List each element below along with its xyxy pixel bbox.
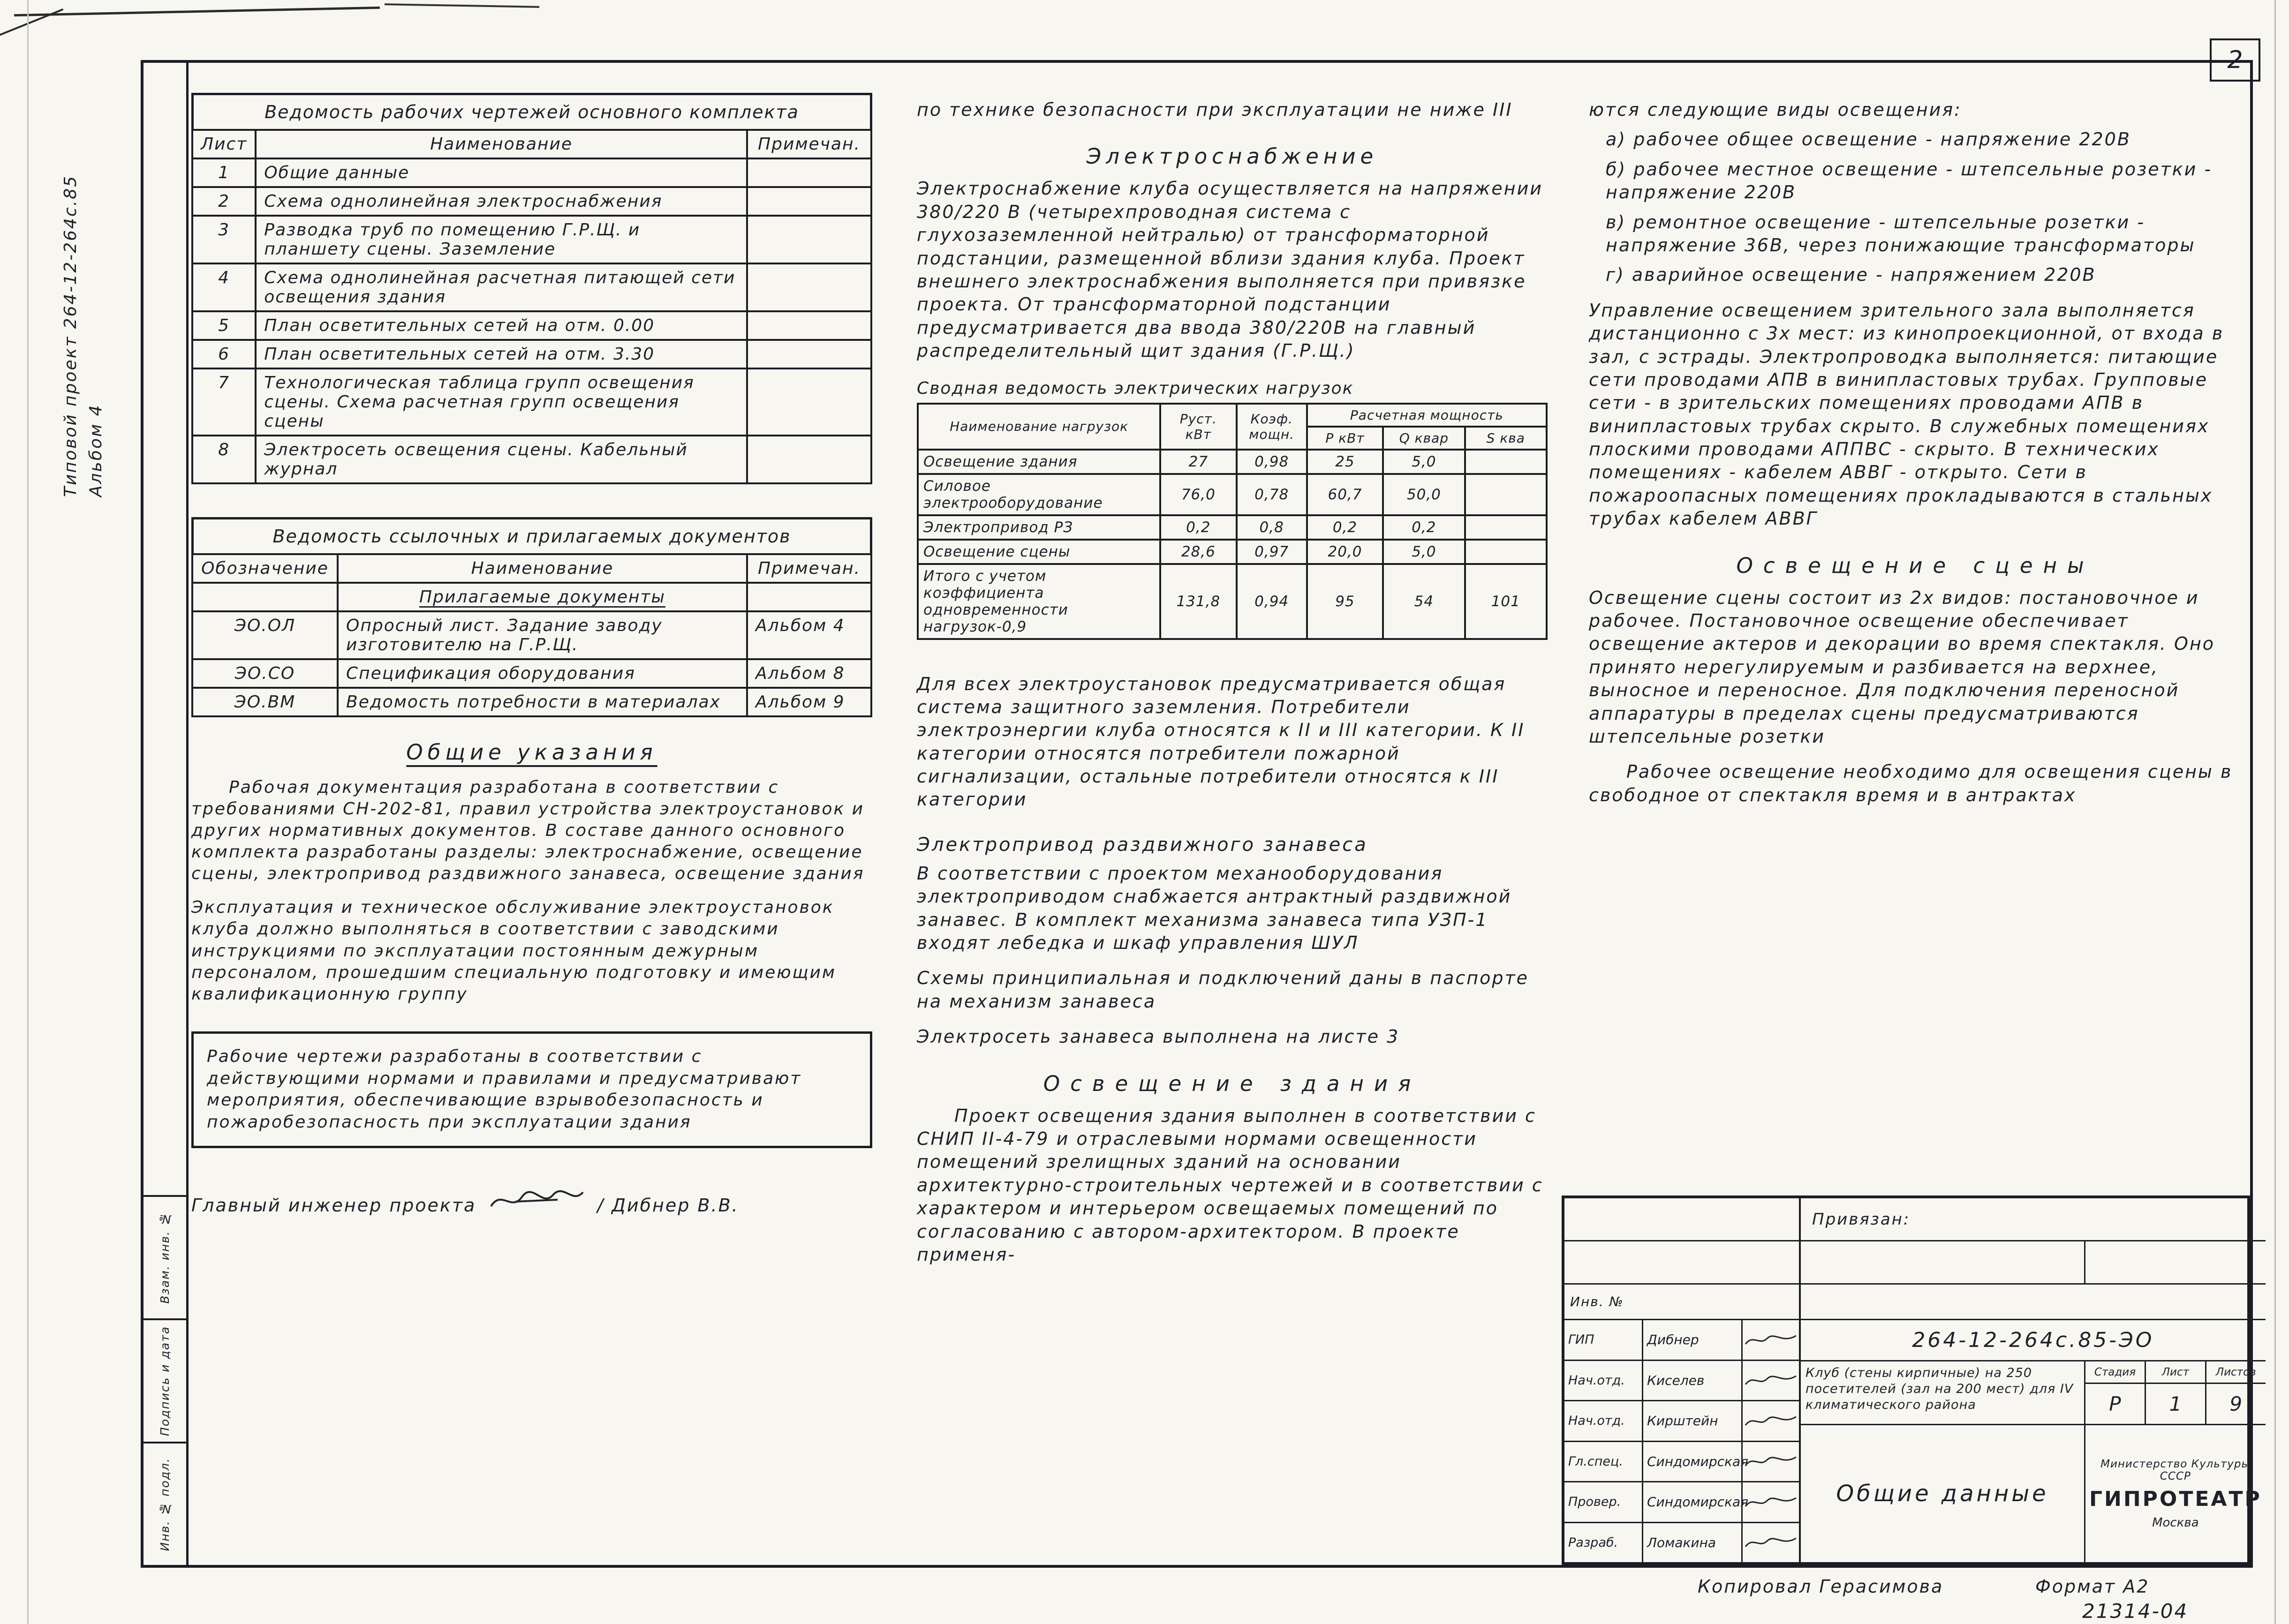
loads-cell-name: Электропривод РЗ — [918, 515, 1160, 540]
loads-cell-power-factor: 0,78 — [1237, 474, 1307, 515]
scan-tear-line — [0, 8, 63, 37]
signature-name: Дибнер — [1643, 1320, 1743, 1360]
table-row — [192, 158, 871, 187]
loads-cell-name: Освещение сцены — [918, 540, 1160, 564]
object-description: Клуб (стены кирпичные) на 250 посетителей (зал на 200 мест) для IV климатического района — [1801, 1361, 2085, 1424]
references-cell-name: Спецификация оборудования — [338, 659, 747, 688]
register-col-name: Наименование — [256, 130, 747, 158]
loads-cell-q: 54 — [1383, 564, 1465, 639]
loads-cell-q: 5,0 — [1383, 540, 1465, 564]
references-cell-note: Альбом 4 — [747, 611, 871, 659]
title-block-empty-row — [1801, 1241, 2266, 1285]
loads-table-title: Сводная ведомость электрических нагрузок — [917, 378, 1354, 398]
title-block — [1562, 1195, 2262, 1565]
loads-cell-power-factor: 0,97 — [1237, 540, 1307, 564]
references-subheader-row — [192, 583, 871, 611]
register-col-sheet: Лист — [192, 130, 256, 158]
signature-row — [1564, 1401, 1799, 1442]
loads-cell-name: Силовое электрооборудование — [918, 474, 1160, 515]
left-margin-strip — [144, 63, 189, 1565]
register-cell-note — [747, 216, 871, 263]
stage-lighting-paragraph-1: Освещение сцены состоит из 2х видов: постановочное и рабочее. Постановочное освещение обеспечивает освещение актеров и декорации во время спектакля. Оно принято нерегулируемым и разбивается на верхнее, выносное и переносное. Для подключения переносной аппаратуры в пределах сцены предусматриваются штепсельные розетки — [1589, 587, 2215, 747]
table-row — [192, 216, 871, 263]
table-row — [918, 450, 1547, 474]
loads-cell-p: 20,0 — [1307, 540, 1383, 564]
grounding-paragraph: Для всех электроустановок предусматривается общая система защитного заземления. Потребители электроэнергии клуба относятся к II и III категории. К II категории относятся потребители пожарной сигнализации, остальные потребители относятся к III категории — [917, 673, 1525, 810]
power-supply-heading: Электроснабжение — [1086, 144, 1378, 169]
side-title-line2: Альбом 4 — [86, 404, 106, 497]
signature-name: Синдомирская — [1643, 1442, 1743, 1481]
signature-rows — [1564, 1320, 1799, 1562]
register-cell-name: Технологическая таблица групп освещения сцены. Схема расчетная групп освещения сцены — [256, 368, 747, 436]
table-row — [192, 187, 871, 216]
signature-name: Ломакина — [1643, 1523, 1743, 1563]
loads-cell-q: 0,2 — [1383, 515, 1465, 540]
scan-tear-line — [385, 3, 539, 8]
margin-label: Инв. № подл. — [158, 1457, 172, 1551]
loads-cell-q: 5,0 — [1383, 450, 1465, 474]
references-cell-name: Ведомость потребности в материалах — [338, 688, 747, 716]
table-row — [192, 611, 871, 659]
signature-role: Нач.отд. — [1564, 1361, 1643, 1400]
register-cell-note — [747, 158, 871, 187]
signature-name: Киселев — [1643, 1361, 1743, 1400]
margin-cell-podpis — [144, 1318, 186, 1442]
loads-cell-installed: 131,8 — [1160, 564, 1236, 639]
general-notes-paragraph-1: Рабочая документация разработана в соответствии с требованиями СН-202-81, правил устройства электроустановок и других нормативных документов. В составе данного основного комплекта разработаны разделы: электроснабжение, освещение сцены, электропривод раздвижного занавеса, освещение здания — [191, 778, 865, 884]
loads-col-installed: Руст. кВт — [1160, 404, 1236, 450]
loads-cell-installed: 0,2 — [1160, 515, 1236, 540]
title-block-empty-cell — [1801, 1241, 2085, 1283]
loads-cell-power-factor: 0,98 — [1237, 450, 1307, 474]
loads-cell-s — [1465, 540, 1547, 564]
references-col-code: Обозначение — [192, 554, 338, 583]
loads-cell-s — [1465, 474, 1547, 515]
curtain-paragraph-1: В соответствии с проектом механооборудования электроприводом снабжается антрактный раздвижной занавес. В комплект механизма занавеса типа УЗП-1 входят лебедка и шкаф управления ШУЛ — [917, 863, 1512, 954]
building-lighting-paragraph: Проект освещения здания выполнен в соответствии с СНИП II-4-79 и отраслевыми нормами освещенности помещений зрелищных зданий на основании архитектурно-строительных чертежей и в соответствии с характером и интерьером освещаемых помещений по согласованию с автором-архитектором. В проекте применя- — [917, 1105, 1543, 1265]
signature-icon — [1743, 1453, 1799, 1469]
references-subheader: Прилагаемые документы — [338, 583, 747, 611]
margin-label: Подпись и дата — [158, 1325, 172, 1436]
references-cell-note: Альбом 8 — [747, 659, 871, 688]
general-notes-paragraph-2: Эксплуатация и техническое обслуживание электроустановок клуба должно выполняться в соответствии с заводскими инструкциями по эксплуатации постоянным дежурным персоналом, прошедшим специальную подготовку и имеющим квалификационную группу — [191, 898, 837, 1004]
stage-sheet-table — [2085, 1361, 2266, 1424]
stage-lighting-paragraph-2: Рабочее освещение необходимо для освещения сцены в свободное от спектакля время и в антрактах — [1589, 761, 2233, 805]
loads-cell-power-factor: 0,8 — [1237, 515, 1307, 540]
lighting-type-item: в) ремонтное освещение - штепсельные розетки - напряжение 36В, через понижающие трансформаторы — [1606, 211, 2196, 256]
electrical-loads-table — [917, 403, 1548, 640]
loads-col-power-factor: Коэф. мощн. — [1237, 404, 1307, 450]
scan-edge-line — [2274, 0, 2276, 1624]
lighting-types-lead: ются следующие виды освещения: — [1589, 99, 1962, 120]
references-col-note: Примечан. — [747, 554, 871, 583]
register-body — [192, 158, 871, 483]
signature-role: ГИП — [1564, 1320, 1643, 1360]
loads-cell-s: 101 — [1465, 564, 1547, 639]
stage-value: Р — [2085, 1384, 2146, 1424]
references-subheader-empty — [747, 583, 871, 611]
register-cell-note — [747, 340, 871, 368]
lighting-type-item: б) рабочее местное освещение - штепсельные розетки - напряжение 220В — [1606, 158, 2213, 203]
document-number: 264-12-264с.85-ЭО — [1912, 1328, 2154, 1352]
references-table-title: Ведомость ссылочных и прилагаемых документов — [191, 517, 872, 553]
margin-cell-vzam — [144, 1195, 186, 1318]
loads-cell-s — [1465, 450, 1547, 474]
table-row — [192, 368, 871, 436]
title-block-empty-row — [1801, 1285, 2266, 1320]
signature-role: Провер. — [1564, 1482, 1643, 1522]
page-number: 2 — [2227, 46, 2243, 74]
right-column — [1589, 98, 2242, 807]
lighting-types-list — [1589, 128, 2242, 286]
stage-lighting-heading: Освещение сцены — [1736, 553, 2094, 578]
signature-icon — [1743, 1534, 1799, 1550]
margin-label: Взам. инв. № — [158, 1211, 172, 1304]
loads-cell-p: 95 — [1307, 564, 1383, 639]
signature-row — [1564, 1442, 1799, 1483]
footer-code: 21314-04 — [2082, 1600, 2189, 1623]
chief-engineer-line — [191, 1186, 872, 1216]
curtain-paragraph-3: Электросеть занавеса выполнена на листе 3 — [917, 1026, 1400, 1047]
loads-cell-installed: 28,6 — [1160, 540, 1236, 564]
register-table-title: Ведомость рабочих чертежей основного комплекта — [191, 93, 872, 129]
table-row — [192, 263, 871, 311]
register-cell-name: Общие данные — [256, 158, 747, 187]
signature-name: Синдомирская — [1643, 1482, 1743, 1522]
object-row — [1801, 1361, 2266, 1425]
references-header-row — [192, 554, 871, 583]
loads-cell-installed: 76,0 — [1160, 474, 1236, 515]
city-label: Москва — [2152, 1515, 2199, 1530]
side-title-line1: Типовой проект 264-12-264с.85 — [61, 174, 80, 497]
chief-engineer-name: / Дибнер В.В. — [597, 1195, 739, 1216]
references-cell-note: Альбом 9 — [747, 688, 871, 716]
table-row — [192, 311, 871, 340]
general-notes-heading: Общие указания — [406, 740, 657, 765]
organization-logo: ГИПРОТЕАТР — [2089, 1487, 2262, 1511]
register-cell-sheet: 7 — [192, 368, 256, 436]
references-body — [192, 611, 871, 716]
loads-col-p: Р кВт — [1307, 427, 1383, 450]
loads-body — [918, 450, 1547, 639]
register-cell-sheet: 3 — [192, 216, 256, 263]
curtain-paragraph-2: Схемы принципиальная и подключений даны в паспорте на механизм занавеса — [917, 968, 1529, 1012]
signature-role: Гл.спец. — [1564, 1442, 1643, 1481]
title-block-right — [1801, 1198, 2266, 1562]
side-project-label — [55, 75, 112, 497]
signature-icon — [1743, 1372, 1799, 1388]
curtain-drive-heading: Электропривод раздвижного занавеса — [917, 834, 1368, 856]
sheet-title-text: Общие данные — [1836, 1481, 2049, 1507]
signature-role: Нач.отд. — [1564, 1401, 1643, 1441]
register-cell-sheet: 4 — [192, 263, 256, 311]
register-cell-note — [747, 263, 871, 311]
organization-cell — [2085, 1425, 2266, 1562]
sheets-value: 9 — [2229, 1392, 2243, 1415]
scan-tear-line — [14, 7, 380, 16]
copied-by-label: Копировал Герасимова — [1698, 1576, 1944, 1597]
loads-cell-s — [1465, 515, 1547, 540]
signature-row — [1564, 1523, 1799, 1563]
register-col-note: Примечан. — [747, 130, 871, 158]
signature-name: Кирштейн — [1643, 1401, 1743, 1441]
loads-col-s: S ква — [1465, 427, 1547, 450]
sheet-value: 1 — [2146, 1384, 2206, 1424]
loads-cell-p: 0,2 — [1307, 515, 1383, 540]
references-subheader-empty — [192, 583, 338, 611]
stage-sheet-header — [2085, 1361, 2266, 1384]
register-cell-sheet: 1 — [192, 158, 256, 187]
inventory-number-text: Инв. № — [1570, 1294, 1624, 1309]
register-cell-sheet: 2 — [192, 187, 256, 216]
inventory-number-label — [1564, 1285, 1799, 1320]
power-supply-paragraph: Электроснабжение клуба осуществляется на напряжении 380/220 В (четырехпроводная система с глухозаземленной нейтралью) от трансформаторной подстанции, размещенной вблизи здания клуба. Проект внешнего электроснабжения выполняется при привязке проекта. От трансформаторной подстанции предусматривается два ввода 380/220В на главный распределительный щит здания (Г.Р.Щ.) — [917, 178, 1543, 361]
chief-engineer-label: Главный инженер проекта — [191, 1195, 476, 1216]
loads-cell-installed: 27 — [1160, 450, 1236, 474]
general-notes-boxed-note: Рабочие чертежи разработаны в соответствии с действующими нормами и правилами и предусматривают мероприятия, обеспечивающие взрывобезопасность и пожаробезопасность при эксплуатации здания — [191, 1031, 872, 1148]
sheet-title — [1801, 1425, 2085, 1562]
register-cell-name: Схема однолинейная расчетная питающей сети освещения здания — [256, 263, 747, 311]
stage-label: Стадия — [2085, 1361, 2146, 1383]
references-cell-code: ЭО.ОЛ — [192, 611, 338, 659]
table-row — [918, 540, 1547, 564]
title-block-left — [1564, 1198, 1801, 1562]
document-number-cell — [1801, 1320, 2266, 1361]
lighting-type-item: а) рабочее общее освещение - напряжение 220В — [1606, 129, 2131, 150]
table-row — [192, 436, 871, 483]
margin-strip-empty — [144, 63, 186, 1195]
register-cell-note — [747, 368, 871, 436]
signature-row — [1564, 1482, 1799, 1523]
sheets-label: Листов — [2215, 1366, 2256, 1378]
signature-row — [1564, 1361, 1799, 1402]
register-header-row — [192, 130, 871, 158]
references-cell-name: Опросный лист. Задание заводу изготовителю на Г.Р.Щ. — [338, 611, 747, 659]
format-label: Формат А2 — [2035, 1576, 2150, 1597]
loads-col-design-power: Расчетная мощность — [1307, 404, 1547, 427]
register-cell-note — [747, 187, 871, 216]
sheet-label: Лист — [2146, 1361, 2206, 1383]
signature-icon — [1743, 1494, 1799, 1510]
loads-cell-p: 60,7 — [1307, 474, 1383, 515]
table-row — [192, 688, 871, 716]
table-row — [918, 564, 1547, 639]
loads-cell-power-factor: 0,94 — [1237, 564, 1307, 639]
references-cell-code: ЭО.СО — [192, 659, 338, 688]
references-cell-code: ЭО.ВМ — [192, 688, 338, 716]
loads-cell-name: Освещение здания — [918, 450, 1160, 474]
register-cell-name: План осветительных сетей на отм. 3.30 — [256, 340, 747, 368]
loads-header-row-1 — [918, 404, 1547, 427]
register-cell-sheet: 5 — [192, 311, 256, 340]
table-row — [918, 474, 1547, 515]
building-lighting-heading: Освещение здания — [1043, 1071, 1421, 1096]
worksheet-register-table — [191, 129, 872, 484]
table-row — [918, 515, 1547, 540]
sheet-title-row — [1801, 1425, 2266, 1562]
signature-icon — [487, 1186, 586, 1216]
register-cell-note — [747, 436, 871, 483]
loads-col-name: Наименование нагрузок — [918, 404, 1160, 450]
signature-row — [1564, 1320, 1799, 1361]
left-column — [191, 93, 872, 1216]
loads-cell-name: Итого с учетом коэффициента одновременности нагрузок-0,9 — [918, 564, 1160, 639]
loads-cell-q: 50,0 — [1383, 474, 1465, 515]
ministry-label: Министерство Культуры СССР — [2100, 1458, 2251, 1482]
signature-icon — [1743, 1332, 1799, 1348]
references-col-name: Наименование — [338, 554, 747, 583]
signature-role: Разраб. — [1564, 1523, 1643, 1563]
title-block-empty-cell — [1564, 1241, 1799, 1285]
loads-col-q: Q квар — [1383, 427, 1465, 450]
register-cell-sheet: 6 — [192, 340, 256, 368]
register-cell-name: Электросеть освещения сцены. Кабельный журнал — [256, 436, 747, 483]
title-block-empty-cell — [1564, 1198, 1799, 1241]
scan-edge-line — [27, 0, 29, 1624]
register-cell-name: Схема однолинейная электроснабжения — [256, 187, 747, 216]
middle-column — [917, 98, 1548, 1266]
register-cell-note — [747, 311, 871, 340]
register-cell-name: План осветительных сетей на отм. 0.00 — [256, 311, 747, 340]
safety-lead-text: по технике безопасности при эксплуатации не ниже III — [917, 99, 1513, 120]
references-table — [191, 553, 872, 717]
lighting-type-item: г) аварийное освещение - напряжением 220В — [1606, 264, 2096, 286]
signature-icon — [1743, 1413, 1799, 1429]
margin-cell-inv — [144, 1442, 186, 1565]
linked-label-cell — [1801, 1198, 2266, 1241]
loads-cell-p: 25 — [1307, 450, 1383, 474]
stage-sheet-values — [2085, 1384, 2266, 1424]
lighting-control-paragraph: Управление освещением зрительного зала выполняется дистанционно с 3х мест: из кинопроекционной, от входа в зал, с эстрады. Электропроводка выполняется: питающие сети проводами АПВ в винипластовых трубах. Групповые сети - в зрительских помещениях проводами АПВ в винипластовых трубах скрыто. В служебных помещениях плоскими проводами АППВС - скрыто. В технических помещениях - кабелем АВВГ - открыто. Сети в пожароопасных помещениях прокладываются в стальных трубах кабелем АВВГ — [1589, 300, 2224, 529]
table-row — [192, 659, 871, 688]
register-cell-sheet: 8 — [192, 436, 256, 483]
register-cell-name: Разводка труб по помещению Г.Р.Щ. и планшету сцены. Заземление — [256, 216, 747, 263]
table-row — [192, 340, 871, 368]
linked-label: Привязан: — [1812, 1210, 1911, 1229]
